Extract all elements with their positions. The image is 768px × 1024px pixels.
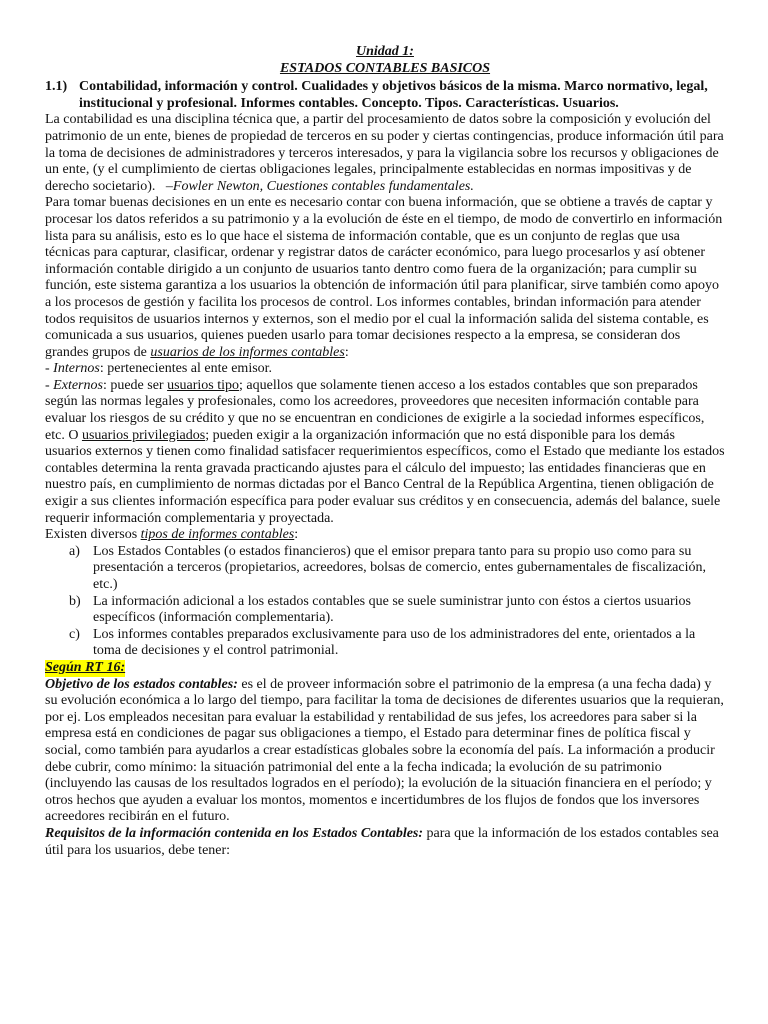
definition-citation: –Fowler Newton, Cuestiones contables fundamentales. xyxy=(165,178,474,194)
users-link-colon: : xyxy=(344,344,349,360)
users-link: usuarios de los informes contables xyxy=(150,344,345,360)
list-item-text: La información adicional a los estados contables que se suele suministrar junto con éstos a ciertos usuarios específicos (información complementaria). xyxy=(93,593,691,626)
requirements-paragraph xyxy=(45,826,725,859)
paragraph-definition xyxy=(45,112,725,195)
internal-users-label: Internos xyxy=(53,361,100,377)
unit-subtitle: ESTADOS CONTABLES BASICOS xyxy=(279,60,491,76)
section-number: 1.1) xyxy=(45,79,68,95)
external-users-text-2: ; aquellos que solamente tienen acceso a los estados contables que son preparados según las normas legales y profesionales, como los acreedores, proveedores que necesiten información contable para evaluar los riesgos de su crédito y que no se encuentran en condiciones de exigirle a la sociedad informes específicos, etc. O xyxy=(45,377,705,443)
usuarios-tipo-term: usuarios tipo xyxy=(167,377,240,393)
requirements-text: para que la información de los estados contables sea útil para los usuarios, debe tener: xyxy=(45,825,719,858)
section-heading xyxy=(45,79,725,112)
external-users-dash: - xyxy=(45,377,54,393)
definition-text: La contabilidad es una disciplina técnica que, a partir del procesamiento de datos sobre la composición y evolución del patrimonio de un ente, bienes de propiedad de terceros en su poder y ciertas contingencias, produce información útil para la toma de decisiones de administradores y terceros interesados, y para la vigilancia sobre los recursos y obligaciones de un ente, (y el cumplimiento de ciertas obligaciones legales, principalmente establecidas en normas impositivas y de derecho societario). xyxy=(45,112,724,194)
report-types-intro-text: Existen diversos xyxy=(45,527,138,543)
list-item-letter: a) xyxy=(69,543,80,559)
external-users-text-3: ; pueden exigir a la organización información que no está disponible para los demás usuarios externos y tienen como finalidad satisfacer requerimientos específicos, como el Estado que mediante los estados contables determina la renta gravada practicando ajustes para el cálculo del impuesto; las entidades financieras que en nuestro país, en cumplimiento de normas dictadas por el Banco Central de la República Argentina, tienen obligación de exigir a sus clientes información específica para poder evaluar sus créditos y en consecuencia, además del balance, suele requerir información complementaria y proyectada. xyxy=(45,427,725,526)
list-item xyxy=(45,594,725,627)
list-item-letter: c) xyxy=(69,626,80,642)
report-types-intro xyxy=(45,527,725,544)
report-types-colon: : xyxy=(294,527,299,543)
objective-paragraph xyxy=(45,677,725,826)
external-users-label: Externos xyxy=(53,377,103,393)
objective-text: es el de proveer información sobre el patrimonio de la empresa (a una fecha dada) y su evolución económica a lo largo del tiempo, para facilitar la toma de decisiones de diferentes usuarios que la requieran, por ej. Los empleados necesitan para evaluar la estabilidad y rentabilidad de sus jefes, los acreedores para saber si la empresa está en condiciones de pagar sus obligaciones a tiempo, el Estado para determinar fines de política fiscal y social, como también para ayudarlos a crear estadísticas globales sobre la economía del país. La información a producir debe cubrir, como mínimo: la situación patrimonial del ente a la fecha indicada; la evolución de su patrimonio (incluyendo las causas de los resultados logrados en el período); la evolución de la situación financiera en el período; y otros hechos que ayuden a evaluar los montos, momentos e incertidumbres de los flujos de fondos que los inversores acreedores recibirán en el futuro. xyxy=(45,676,724,825)
list-item xyxy=(45,627,725,660)
list-item-text: Los informes contables preparados exclusivamente para uso de los administradores del ente, orientados a la toma de decisiones y el control patrimonial. xyxy=(93,626,696,659)
document-page xyxy=(45,44,725,859)
unit-title: Unidad 1: xyxy=(356,44,414,59)
information-system-text: Para tomar buenas decisiones en un ente es necesario contar con buena información, que se obtiene a través de captar y procesar los datos referidos a su patrimonio y a la evolución de éste en el tiempo, de modo de convertirlo en información lista para su análisis, esto es lo que hace el sistema de información contable, que es un conjunto de reglas que usa técnicas para capturar, clasificar, ordenar y registrar datos de carácter económico, para luego procesarlos y así obtener información contable dirigido a un conjunto de usuarios tanto dentro como fuera de la organización; para cumplir su función, este sistema garantiza a los usuarios la obtención de información útil para planificar, sirve también como apoyo a los procesos de gestión y facilita los procesos de control. Los informes contables, brindan información para atender todos requisitos de usuarios internos y externos, son el medio por el cual la información salida del sistema contable, es comunicada a sus usuarios, quienes pueden usarlo para tomar decisiones respecto a la empresa, se consideran dos grandes grupos de xyxy=(45,195,723,360)
internal-users-dash: - xyxy=(45,361,54,377)
requirements-label: Requisitos de la información contenida en los Estados Contables: xyxy=(45,825,424,841)
usuarios-privilegiados-term: usuarios privilegiados xyxy=(81,427,206,443)
list-item xyxy=(45,544,725,594)
internal-users-text: : pertenecientes al ente emisor. xyxy=(99,361,273,377)
external-users-text-1: : puede ser xyxy=(102,377,164,393)
paragraph-information-system xyxy=(45,195,725,361)
report-types-list xyxy=(45,544,725,660)
objective-label: Objetivo de los estados contables: xyxy=(45,676,238,692)
rt16-label: Según RT 16: xyxy=(45,659,126,675)
internal-users xyxy=(45,361,725,378)
list-item-letter: b) xyxy=(69,593,81,609)
section-heading-text: Contabilidad, información y control. Cualidades y objetivos básicos de la misma. Marco normativo, legal, institucional y profesional. Informes contables. Concepto. Tipos. Características. Usuarios. xyxy=(79,79,708,111)
external-users xyxy=(45,378,725,527)
list-item-text: Los Estados Contables (o estados financieros) que el emisor prepara tanto para su propio uso como para su presentación a terceros (propietarios, acreedores, bolsas de comercio, entes gubernamentales de fiscalización, etc.) xyxy=(93,543,706,592)
rt16-heading xyxy=(45,660,725,677)
report-types-term: tipos de informes contables xyxy=(140,527,295,543)
